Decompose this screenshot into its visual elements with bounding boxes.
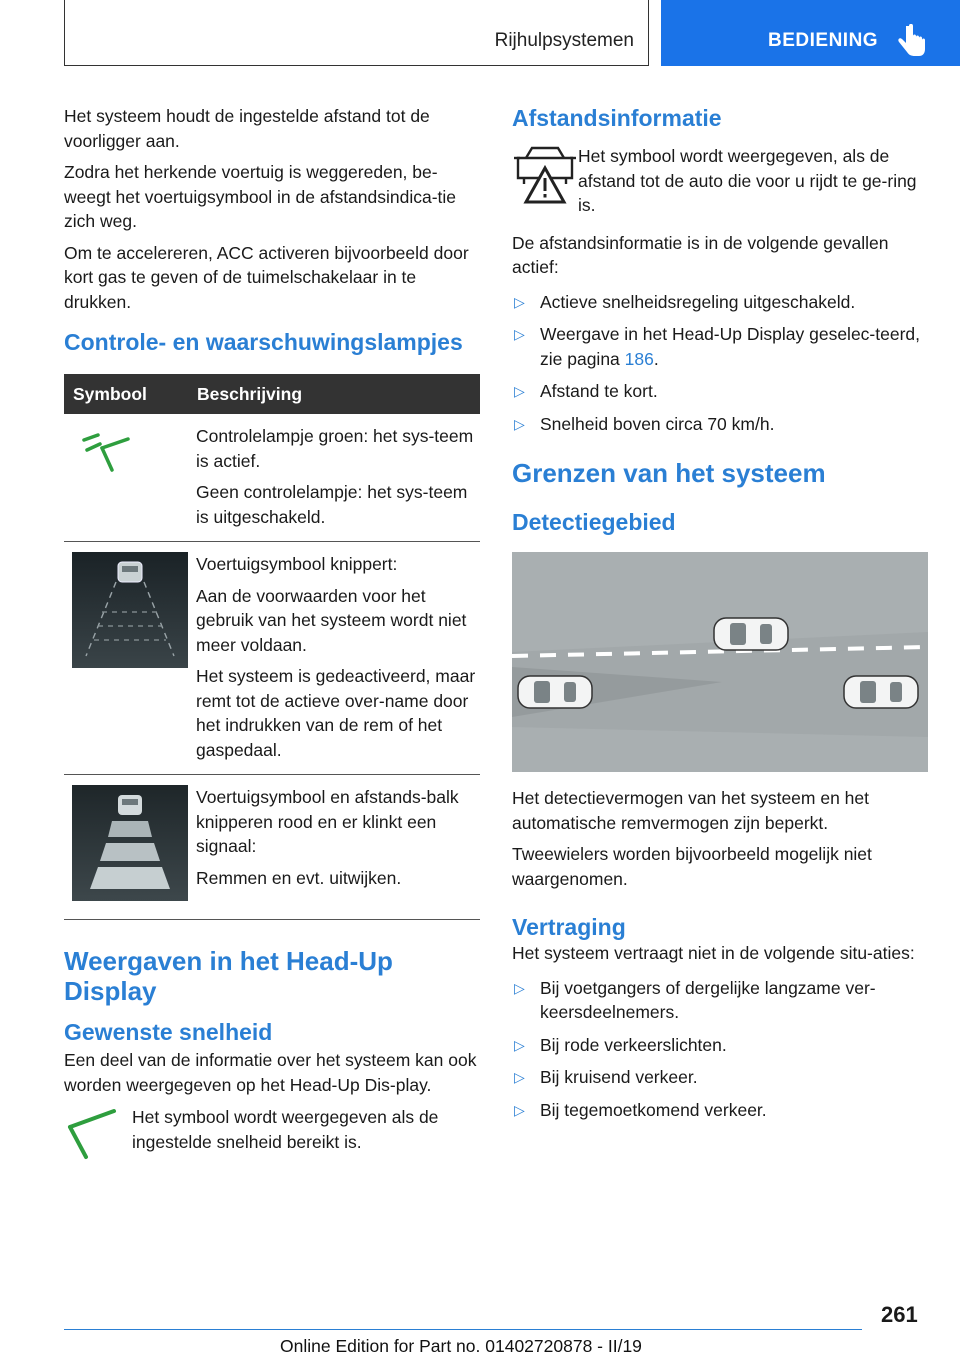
heading-detection-area: Detectiegebied xyxy=(512,509,676,535)
paragraph: Het systeem houdt de ingestelde afstand tot de voorligger aan. xyxy=(64,106,430,151)
page-link[interactable]: 186 xyxy=(624,348,654,369)
left-column xyxy=(64,104,480,1165)
symbol-note xyxy=(64,1105,480,1165)
triangle-bullet-icon: ▷ xyxy=(514,293,525,310)
car-front xyxy=(714,618,788,650)
table-cell-text: Het systeem is gedeactiveerd, maar remt tot de actieve over‐name door het indrukken van de rem of het gaspedaal. xyxy=(196,666,476,760)
acc-green-lamp-icon xyxy=(78,430,134,478)
table-cell-text: Geen controlelampje: het sys‐teem is uitgeschakeld. xyxy=(196,482,468,527)
heading-desired-speed: Gewenste snelheid xyxy=(64,1019,273,1045)
footer-rule xyxy=(64,1329,862,1330)
triangle-bullet-icon: ▷ xyxy=(514,383,525,399)
list-item: ▷ Actieve snelheidsregeling uitgeschakeld. xyxy=(512,290,928,315)
triangle-bullet-icon: ▷ xyxy=(514,1101,525,1118)
heading-system-limits: Grenzen van het systeem xyxy=(512,458,826,488)
paragraph: Het detectievermogen van het systeem en het automatische remvermogen zijn beperkt. xyxy=(512,788,870,833)
symbol-note xyxy=(512,144,928,225)
triangle-bullet-icon: ▷ xyxy=(514,326,525,342)
paragraph: De afstandsinformatie is in de volgende gevallen actief: xyxy=(512,232,889,277)
header-chapter-label: BEDIENING xyxy=(768,30,879,51)
table-row xyxy=(64,775,480,920)
detection-area-illustration xyxy=(512,552,928,772)
list-item: ▷ Bij tegemoetkomend verkeer. xyxy=(512,1098,928,1123)
page-number: 261 xyxy=(881,1302,918,1327)
vehicle-and-distance-bar-image xyxy=(72,785,188,901)
vehicle-symbol-blinking-image xyxy=(72,552,188,668)
paragraph: Een deel van de informatie over het systeem kan ook worden weergegeven op het Head-Up Dis‐play. xyxy=(64,1050,477,1095)
table-header-description: Beschrijving xyxy=(197,383,303,404)
table-cell-text: Voertuigsymbool en afstands‐balk knipperen rood en er klinkt een signaal: xyxy=(196,787,459,856)
header-section-title: Rijhulpsystemen xyxy=(494,30,634,51)
table-row xyxy=(64,414,480,542)
distance-warning-car-icon xyxy=(512,144,578,206)
list-item: ▷ Afstand te kort. xyxy=(512,379,928,404)
list-item: ▷ Bij voetgangers of dergelijke langzame ver‐keersdeelnemers. xyxy=(512,976,928,1025)
list-item: ▷ Bij rode verkeerslichten. xyxy=(512,1033,928,1058)
lamps-table xyxy=(64,374,480,920)
list-item: ▷ Snelheid boven circa 70 km/h. xyxy=(512,412,928,437)
heading-lamps: Controle- en waarschuwingslampjes xyxy=(64,329,463,355)
heading-hud: Weergaven in het Head-Up Display xyxy=(64,946,393,1006)
right-column xyxy=(512,104,928,1130)
triangle-bullet-icon: ▷ xyxy=(514,1069,525,1085)
table-header-symbol: Symbool xyxy=(73,383,147,404)
triangle-bullet-icon: ▷ xyxy=(514,979,525,996)
speed-reached-icon xyxy=(64,1105,130,1165)
list-item: ▷ Weergave in het Head-Up Display geselec‐teerd, zie pagina 186. xyxy=(512,322,928,371)
table-row xyxy=(64,542,480,775)
paragraph: Tweewielers worden bijvoorbeeld mogelijk niet waargenomen. xyxy=(512,844,872,889)
triangle-bullet-icon: ▷ xyxy=(514,415,525,432)
paragraph: Om te accelereren, ACC activeren bijvoorbeeld door kort gas te geven of de tuimelschakelaar in te drukken. xyxy=(64,242,469,312)
triangle-bullet-icon: ▷ xyxy=(514,1036,525,1053)
car-adjacent xyxy=(844,676,918,708)
list-item: ▷ Bij kruisend verkeer. xyxy=(512,1065,928,1090)
table-cell-text: Aan de voorwaarden voor het gebruik van het systeem wordt niet meer voldaan. xyxy=(196,585,467,655)
table-cell-text: Remmen en evt. uitwijken. xyxy=(196,867,402,888)
header-chapter-tab[interactable] xyxy=(661,0,960,66)
paragraph: Het systeem vertraagt niet in de volgende situ‐aties: xyxy=(512,943,915,963)
paragraph: Het symbool wordt weergegeven, als de afstand tot de auto die voor u rijdt te ge‐ring is. xyxy=(578,146,917,215)
heading-deceleration: Vertraging xyxy=(512,914,626,940)
footer-edition: Online Edition for Part no. 01402720878 - II/19 xyxy=(280,1336,642,1356)
heading-distance-info: Afstandsinformatie xyxy=(512,105,722,131)
paragraph: Zodra het herkende voertuig is weggereden, be‐weegt het voertuigsymbool in de afstandsindica‐tie zich weg. xyxy=(64,162,457,231)
bullet-list xyxy=(512,290,928,437)
hand-pointer-icon xyxy=(897,24,927,58)
table-header xyxy=(64,374,480,414)
table-cell-text: Voertuigsymbool knippert: xyxy=(196,554,398,574)
car-own xyxy=(518,676,592,708)
header-section-box xyxy=(64,0,649,66)
bullet-list xyxy=(512,976,928,1123)
paragraph: Het symbool wordt weergegeven als de ingestelde snelheid bereikt is. xyxy=(132,1107,439,1152)
table-cell-text: Controlelampje groen: het sys‐teem is actief. xyxy=(196,426,474,471)
